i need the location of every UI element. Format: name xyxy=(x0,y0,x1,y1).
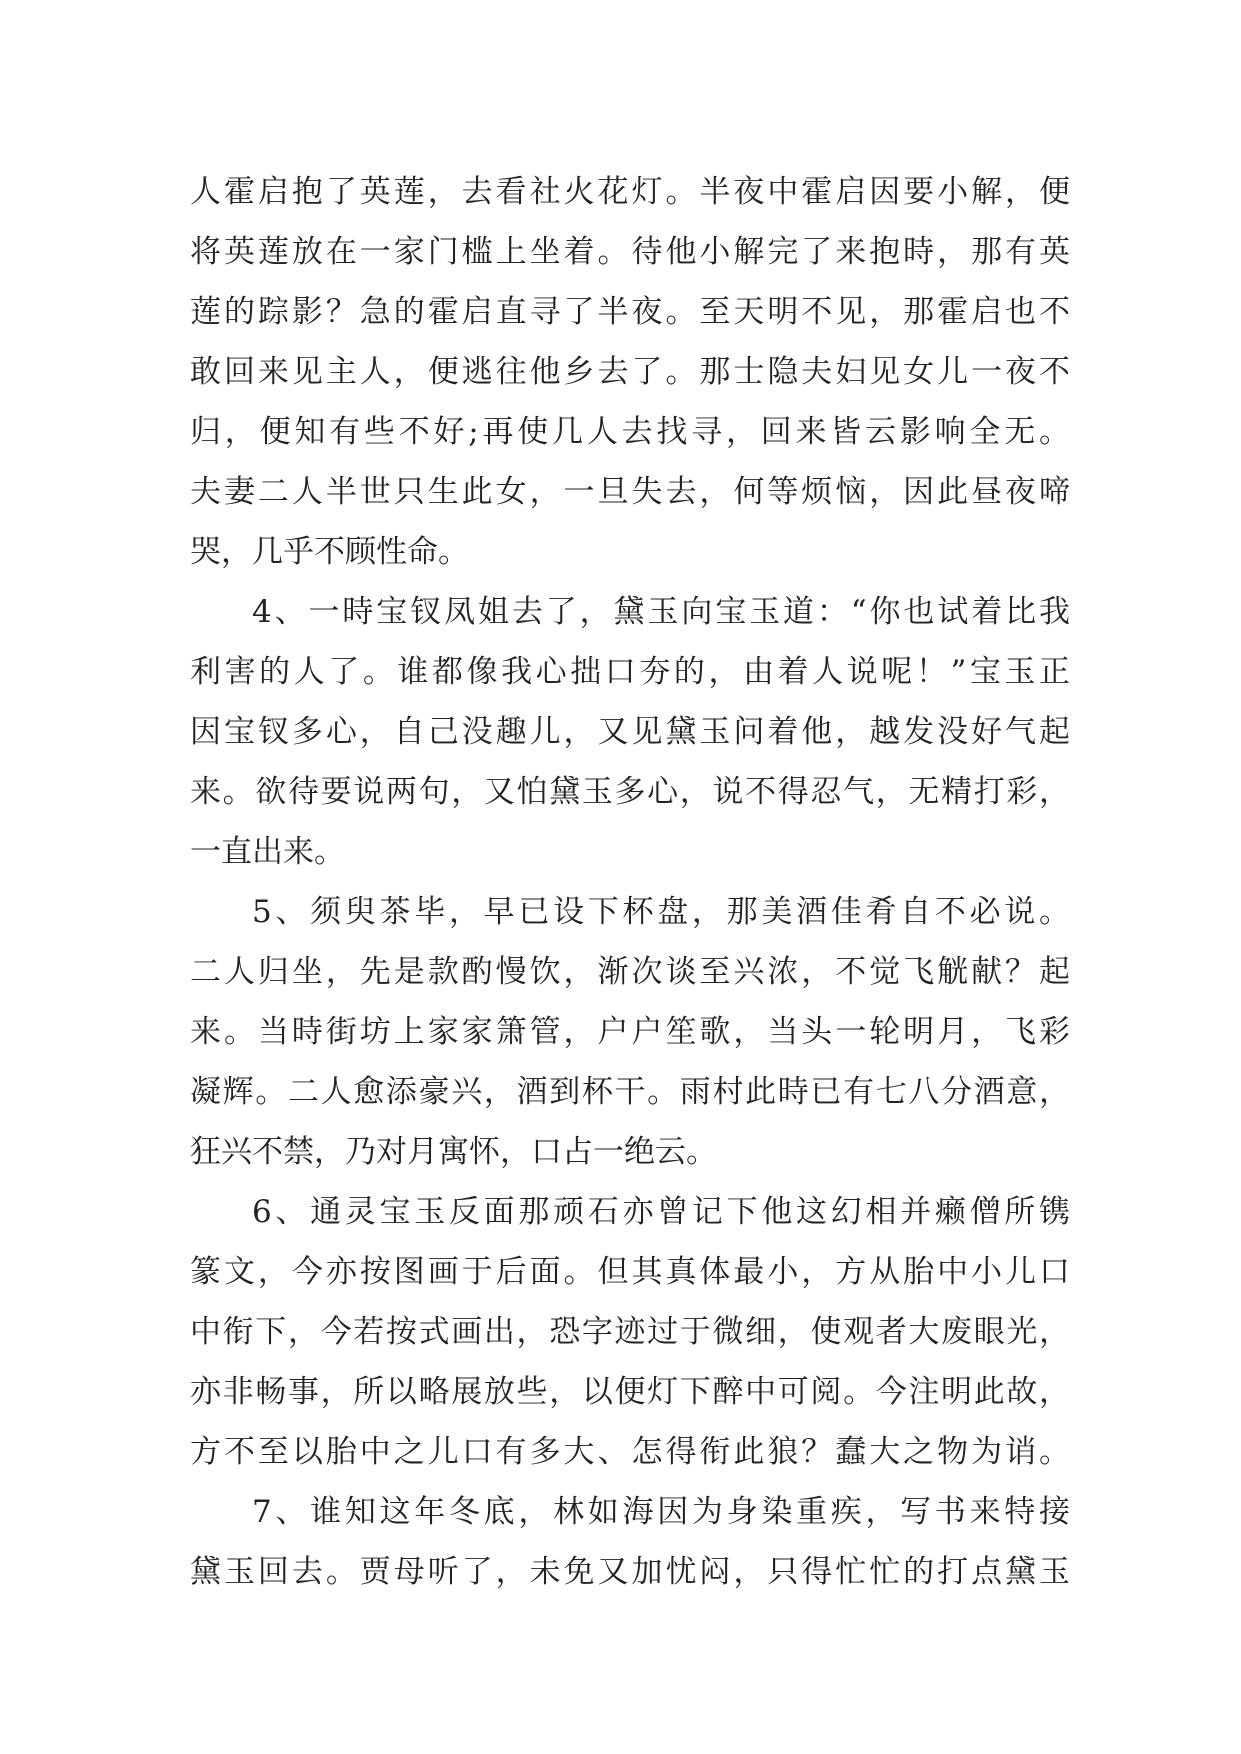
text-line: 来。欲待要说两句，又怕黛玉多心，说不得忍气，无精打彩， xyxy=(190,774,1070,810)
text-line: 敢回来见主人，便逃往他乡去了。那士隐夫妇见女儿一夜不 xyxy=(190,354,1070,390)
text-line: 来。当時街坊上家家箫管，户户笙歌，当头一轮明月，飞彩 xyxy=(190,1014,1070,1050)
text-line: 利害的人了。谁都像我心拙口夯的，由着人说呢！”宝玉正 xyxy=(190,654,1070,690)
paragraph-5-first-line: 5、须臾茶毕，早已设下杯盘，那美酒佳肴自不必说。 xyxy=(252,894,1070,930)
paragraph-4-first-line: 4、一時宝钗凤姐去了，黛玉向宝玉道：“你也试着比我 xyxy=(252,594,1070,630)
text-line: 亦非畅事，所以略展放些，以便灯下醉中可阅。今注明此故， xyxy=(190,1374,1070,1410)
text-line: 二人归坐，先是款酌慢饮，渐次谈至兴浓，不觉飞觥献？起 xyxy=(190,954,1070,990)
text-line: 夫妻二人半世只生此女，一旦失去，何等烦恼，因此昼夜啼 xyxy=(190,474,1070,510)
text-line: 归，便知有些不好;再使几人去找寻，回来皆云影响全无。 xyxy=(190,414,1070,450)
text-line: 将英莲放在一家门槛上坐着。待他小解完了来抱時，那有英 xyxy=(190,234,1070,270)
body-text xyxy=(190,162,1070,1602)
text-line: 哭，几乎不顾性命。 xyxy=(190,534,469,570)
text-line: 黛玉回去。贾母听了，未免又加忧闷，只得忙忙的打点黛玉 xyxy=(190,1554,1070,1590)
text-line: 中衔下，今若按式画出，恐字迹过于微细，使观者大废眼光， xyxy=(190,1314,1070,1350)
text-line: 一直出来。 xyxy=(190,834,345,870)
text-line: 狂兴不禁，乃对月寓怀，口占一绝云。 xyxy=(190,1134,717,1170)
paragraph-6-first-line: 6、通灵宝玉反面那顽石亦曾记下他这幻相并癞僧所镌 xyxy=(252,1194,1070,1230)
text-line: 莲的踪影？急的霍启直寻了半夜。至天明不见，那霍启也不 xyxy=(190,294,1070,330)
text-line: 篆文，今亦按图画于后面。但其真体最小，方从胎中小儿口 xyxy=(190,1254,1070,1290)
text-line: 人霍启抱了英莲，去看社火花灯。半夜中霍启因要小解，便 xyxy=(190,174,1070,210)
paragraph-7-first-line: 7、谁知这年冬底，林如海因为身染重疾，写书来特接 xyxy=(252,1494,1070,1530)
text-line: 方不至以胎中之儿口有多大、怎得衔此狼？蠢大之物为诮。 xyxy=(190,1434,1070,1470)
text-line: 凝辉。二人愈添豪兴，酒到杯干。雨村此時已有七八分酒意， xyxy=(190,1074,1070,1110)
text-line: 因宝钗多心，自己没趣儿，又见黛玉问着他，越发没好气起 xyxy=(190,714,1070,750)
